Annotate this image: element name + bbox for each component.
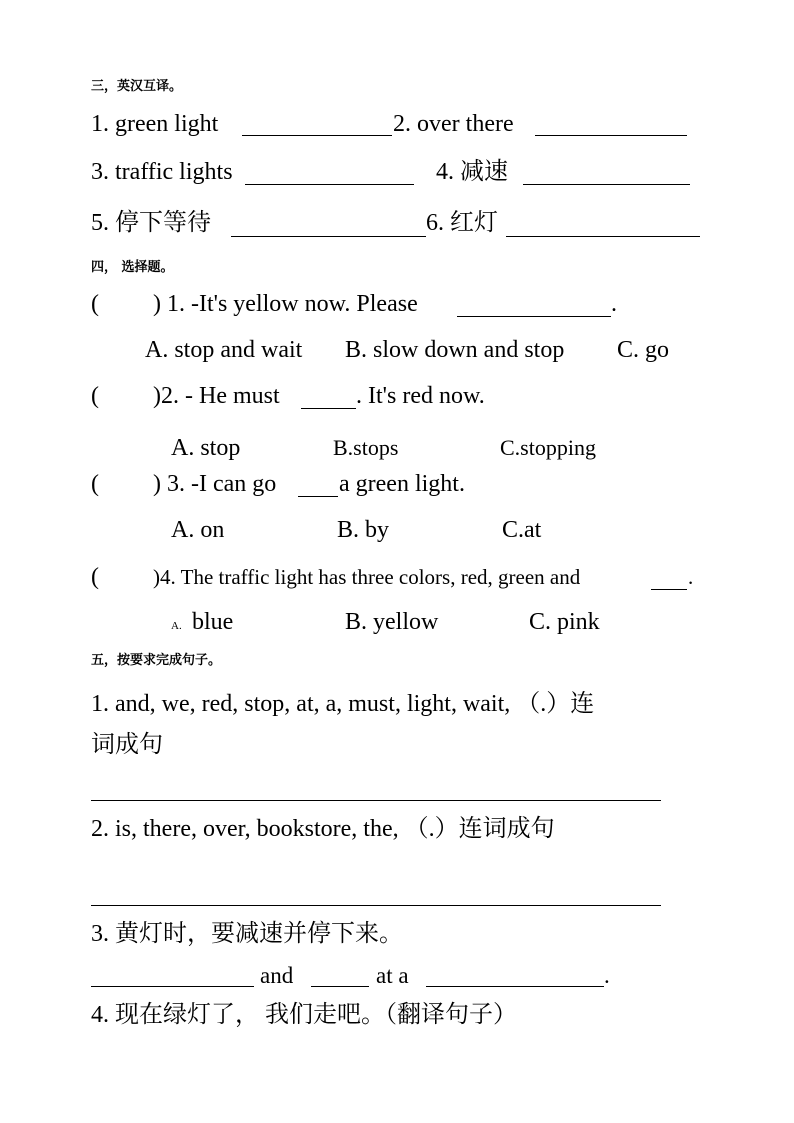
q5-3-at-a: at a — [376, 963, 409, 988]
q5-2-text: 2. is, there, over, bookstore, the, （.）连词成句 — [91, 816, 555, 842]
q4-2-end: . It's red now. — [356, 383, 485, 409]
q3-6-text: 6. 红灯 — [426, 210, 498, 236]
q5-3-blank-2[interactable] — [311, 986, 369, 987]
section-4-title: 四， 选择题。 — [91, 260, 174, 275]
q3-3-blank[interactable] — [245, 184, 414, 185]
q4-4-option-a: blue — [192, 609, 234, 635]
q4-1-option-c: C. go — [617, 337, 670, 363]
q4-4-option-c: C. pink — [529, 609, 600, 635]
q4-4-option-b: B. yellow — [345, 609, 439, 635]
q5-4-text: 4. 现在绿灯了， 我们走吧。（翻译句子） — [91, 1002, 517, 1028]
q5-3-and: and — [260, 963, 294, 988]
q4-2-stem: )2. - He must — [153, 383, 280, 409]
q3-4-text: 4. 减速 — [436, 159, 508, 185]
q4-1-blank[interactable] — [457, 316, 611, 317]
q4-1-open-paren: ( — [91, 291, 99, 317]
q5-3-text: 3. 黄灯时，要减速并停下来。 — [91, 921, 403, 947]
q4-4-option-a-letter: A. — [171, 620, 182, 632]
q5-3-blank-3[interactable] — [426, 986, 604, 987]
q4-2-blank[interactable] — [301, 408, 356, 409]
q4-3-option-a: A. on — [171, 517, 225, 543]
q4-1-end: . — [611, 291, 617, 317]
q3-3-text: 3. traffic lights — [91, 159, 233, 185]
q5-1-line-1: 1. and, we, red, stop, at, a, must, light, wait, （.）连 — [91, 691, 595, 717]
q4-1-stem: ) 1. -It's yellow now. Please — [153, 291, 418, 317]
q5-1-line-2: 词成句 — [91, 732, 163, 758]
q4-1-option-a: A. stop and wait — [145, 337, 303, 363]
q3-2-text: 2. over there — [393, 111, 514, 137]
q4-3-option-b: B. by — [337, 517, 390, 543]
q4-4-end: . — [688, 565, 694, 589]
section-5-title: 五，按要求完成句子。 — [91, 653, 222, 668]
q4-2-option-b: B.stops — [333, 435, 399, 460]
section-3-title: 三，英汉互译。 — [91, 79, 183, 94]
q3-6-blank[interactable] — [506, 236, 700, 237]
q4-3-stem: ) 3. -I can go — [153, 471, 277, 497]
q5-2-answer-line[interactable] — [91, 905, 661, 906]
q4-1-option-b: B. slow down and stop — [345, 337, 565, 363]
q5-3-blank-1[interactable] — [91, 986, 254, 987]
q4-4-open-paren: ( — [91, 564, 99, 590]
q3-4-blank[interactable] — [523, 184, 690, 185]
q3-5-text: 5. 停下等待 — [91, 210, 211, 236]
q4-4-blank[interactable] — [651, 589, 687, 590]
q4-2-option-a: A. stop — [171, 435, 241, 461]
q4-2-option-c: C.stopping — [500, 435, 596, 460]
q4-3-blank[interactable] — [298, 496, 338, 497]
q3-1-text: 1. green light — [91, 111, 219, 137]
q4-3-end: a green light. — [339, 471, 465, 497]
q5-1-answer-line[interactable] — [91, 800, 661, 801]
q3-2-blank[interactable] — [535, 135, 687, 136]
q4-2-open-paren: ( — [91, 383, 99, 409]
q4-4-stem: )4. The traffic light has three colors, red, green and — [153, 565, 581, 589]
q4-3-open-paren: ( — [91, 471, 99, 497]
q5-3-end: . — [604, 963, 610, 988]
q3-1-blank[interactable] — [242, 135, 392, 136]
q3-5-blank[interactable] — [231, 236, 426, 237]
q4-3-option-c: C.at — [502, 517, 542, 543]
